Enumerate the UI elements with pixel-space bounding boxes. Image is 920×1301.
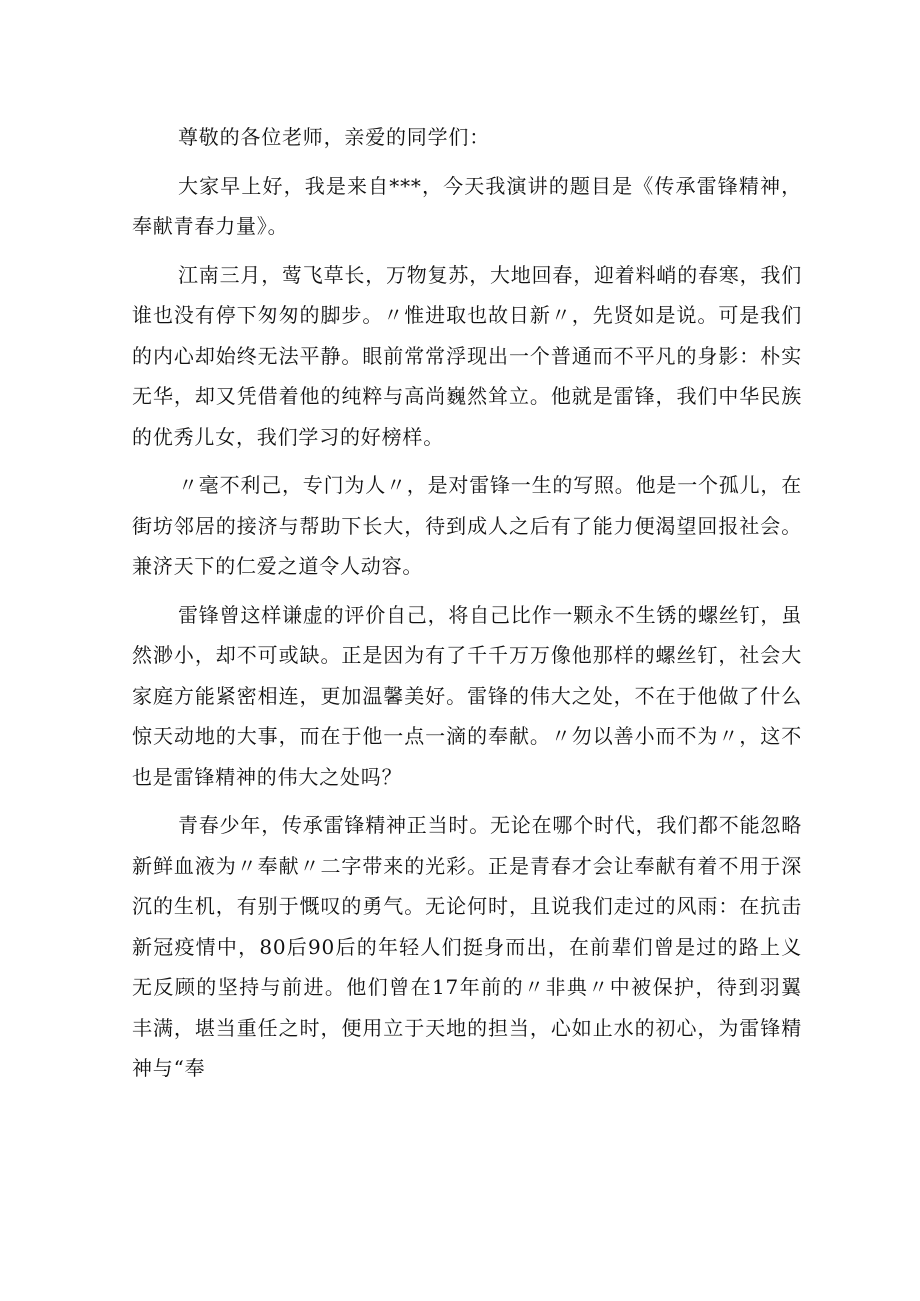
paragraph-selfless: 〃毫不利己，专门为人〃，是对雷锋一生的写照。他是一个孤儿，在街坊邻居的接济与帮助下长大，待到成人之后有了能力便渴望回报社会。兼济天下的仁爱之道令人动容。 <box>132 473 802 578</box>
paragraph-screw: 雷锋曾这样谦虚的评价自己，将自己比作一颗永不生锈的螺丝钉，虽然渺小，却不可或缺。正是因为有了千千万万像他那样的螺丝钉，社会大家庭方能紧密相连，更加温馨美好。雷锋的伟大之处，不在于他做了什么惊天动地的大事，而在于他一点一滴的奉献。〃勿以善小而不为〃，这不也是雷锋精神的伟大之处吗？ <box>132 602 802 789</box>
greeting: 尊敬的各位老师，亲爱的同学们： <box>178 125 490 149</box>
paragraph-spring: 江南三月，莺飞草长，万物复苏，大地回春，迎着料峭的春寒，我们谁也没有停下匆匆的脚步。〃惟进取也故日新〃，先贤如是说。可是我们的内心却始终无法平静。眼前常常浮现出一个普通而不平凡的身影：朴实无华，却又凭借着他的纯粹与高尚巍然耸立。他就是雷锋，我们中华民族的优秀儿女，我们学习的好榜样。 <box>132 262 802 449</box>
speech-text <box>132 117 802 1089</box>
paragraph-youth: 青春少年，传承雷锋精神正当时。无论在哪个时代，我们都不能忽略新鲜血液为〃奉献〃二字带来的光彩。正是青春才会让奉献有着不用于深沉的生机，有别于慨叹的勇气。无论何时，且说我们走过的风雨：在抗击新冠疫情中，80后90后的年轻人们挺身而出，在前辈们曾是过的路上义无反顾的坚持与前进。他们曾在17年前的〃非典〃中被保护，待到羽翼丰满，堪当重任之时，便用立于天地的担当，心如止水的初心，为雷锋精神与“奉 <box>132 813 802 1080</box>
paragraph-intro: 大家早上好，我是来自***，今天我演讲的题目是《传承雷锋精神，奉献青春力量》。 <box>132 173 802 238</box>
